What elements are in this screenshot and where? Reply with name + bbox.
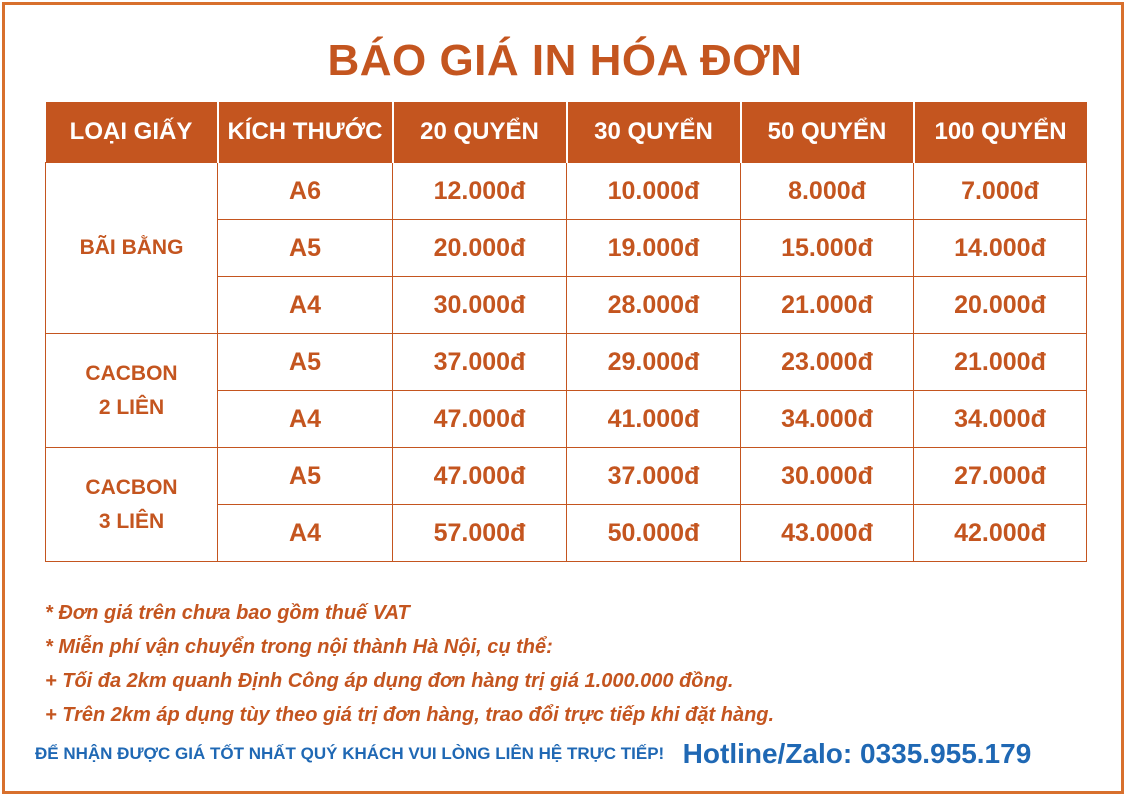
price-cell: 28.000đ <box>567 277 741 334</box>
paper-type-label: BÃI BẰNG <box>79 236 184 259</box>
size-cell: A6 <box>218 163 393 220</box>
header-size: KÍCH THƯỚC <box>218 102 393 163</box>
size-cell: A5 <box>218 334 393 391</box>
price-cell: 10.000đ <box>567 163 741 220</box>
note-free-shipping: * Miễn phí vận chuyển trong nội thành Hà Nội, cụ thể: <box>45 636 553 658</box>
price-cell: 57.000đ <box>393 505 567 562</box>
price-cell: 29.000đ <box>567 334 741 391</box>
size-cell: A5 <box>218 220 393 277</box>
header-qty-100: 100 QUYỂN <box>914 102 1087 163</box>
paper-type-label: CACBON <box>85 475 178 499</box>
price-cell: 30.000đ <box>741 448 914 505</box>
paper-type-cell <box>46 163 218 334</box>
price-cell: 47.000đ <box>393 391 567 448</box>
paper-type-sublabel: 2 LIÊN <box>98 395 165 419</box>
table-header-row <box>46 102 1087 163</box>
hotline-number[interactable]: Hotline/Zalo: 0335.955.179 <box>682 738 1032 769</box>
price-cell: 47.000đ <box>393 448 567 505</box>
price-table <box>45 102 1087 562</box>
note-over-2km: + Trên 2km áp dụng tùy theo giá trị đơn hàng, trao đổi trực tiếp khi đặt hàng. <box>45 704 775 726</box>
note-vat: * Đơn giá trên chưa bao gồm thuế VAT <box>45 602 410 624</box>
price-cell: 20.000đ <box>393 220 567 277</box>
contact-cta: ĐỂ NHẬN ĐƯỢC GIÁ TỐT NHẤT QUÝ KHÁCH VUI LÒNG LIÊN HỆ TRỰC TIẾP! <box>35 744 665 763</box>
price-cell: 34.000đ <box>741 391 914 448</box>
price-cell: 23.000đ <box>741 334 914 391</box>
price-cell: 37.000đ <box>567 448 741 505</box>
price-cell: 50.000đ <box>567 505 741 562</box>
table-row <box>46 163 1087 220</box>
paper-type-cell <box>46 334 218 448</box>
price-cell: 37.000đ <box>393 334 567 391</box>
price-cell: 7.000đ <box>914 163 1087 220</box>
paper-type-cell <box>46 448 218 562</box>
header-qty-30: 30 QUYỂN <box>567 102 741 163</box>
table-row <box>46 448 1087 505</box>
price-cell: 15.000đ <box>741 220 914 277</box>
page-title: BÁO GIÁ IN HÓA ĐƠN <box>327 36 803 85</box>
note-within-2km: + Tối đa 2km quanh Định Công áp dụng đơn hàng trị giá 1.000.000 đồng. <box>45 670 734 692</box>
price-cell: 34.000đ <box>914 391 1087 448</box>
price-cell: 19.000đ <box>567 220 741 277</box>
size-cell: A4 <box>218 505 393 562</box>
price-cell: 42.000đ <box>914 505 1087 562</box>
price-cell: 27.000đ <box>914 448 1087 505</box>
header-qty-50: 50 QUYỂN <box>741 102 914 163</box>
header-paper-type: LOẠI GIẤY <box>46 102 218 163</box>
contact-line <box>35 738 1105 770</box>
price-cell: 21.000đ <box>741 277 914 334</box>
header-qty-20: 20 QUYỂN <box>393 102 567 163</box>
notes-block <box>45 596 774 732</box>
price-cell: 20.000đ <box>914 277 1087 334</box>
price-cell: 14.000đ <box>914 220 1087 277</box>
paper-type-sublabel: 3 LIÊN <box>98 509 165 533</box>
price-cell: 30.000đ <box>393 277 567 334</box>
price-cell: 12.000đ <box>393 163 567 220</box>
price-cell: 21.000đ <box>914 334 1087 391</box>
size-cell: A4 <box>218 277 393 334</box>
price-cell: 43.000đ <box>741 505 914 562</box>
price-cell: 8.000đ <box>741 163 914 220</box>
table-row <box>46 334 1087 391</box>
size-cell: A5 <box>218 448 393 505</box>
size-cell: A4 <box>218 391 393 448</box>
paper-type-label: CACBON <box>85 361 178 385</box>
price-cell: 41.000đ <box>567 391 741 448</box>
